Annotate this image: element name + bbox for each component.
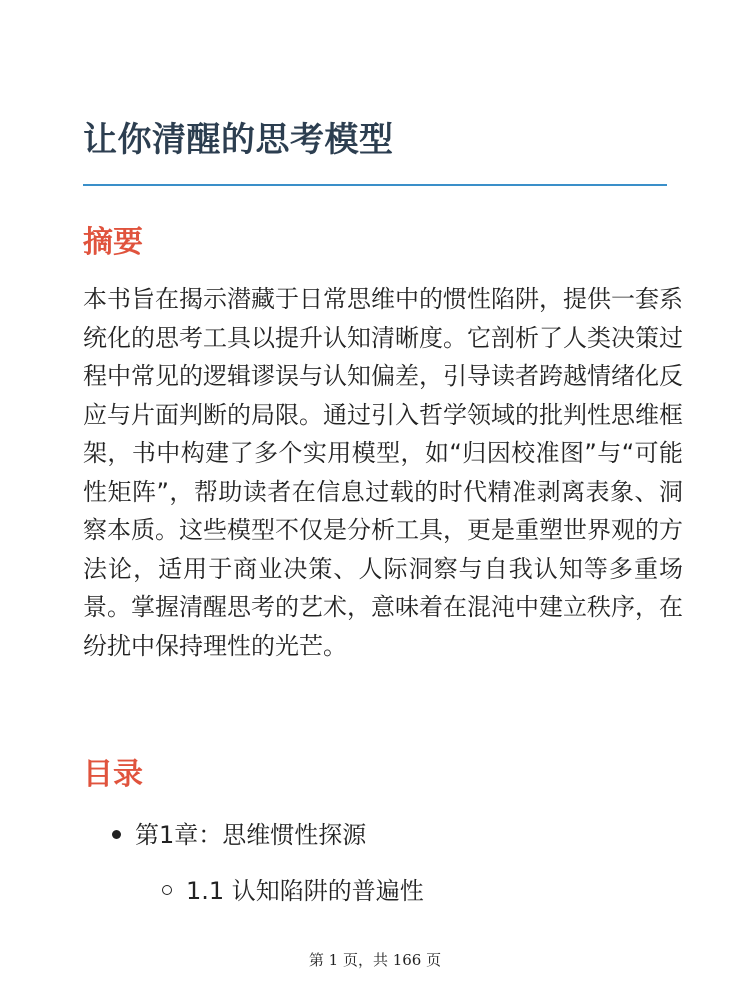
bullet-disc-icon (112, 830, 121, 839)
bullet-circle-icon (162, 885, 172, 895)
toc-item-label: 第1章：思维惯性探源 (135, 821, 367, 849)
abstract-body: 本书旨在揭示潜藏于日常思维中的惯性陷阱，提供一套系统化的思考工具以提升认知清晰度。它剖析了人类决策过程中常见的逻辑谬误与认知偏差，引导读者跨越情绪化反应与片面判断的局限。通过引入哲学领域的批判性思维框架，书中构建了多个实用模型，如“归因校准图”与“可能性矩阵”，帮助读者在信息过载的时代精准剥离表象、洞察本质。这些模型不仅是分析工具，更是重塑世界观的方法论，适用于商业决策、人际洞察与自我认知等多重场景。掌握清醒思考的艺术，意味着在混沌中建立秩序，在纷扰中保持理性的光芒。 (83, 285, 683, 660)
title-divider (83, 184, 667, 186)
toc-item-chapter-1[interactable] (112, 816, 366, 854)
toc-item-label: 1.1 认知陷阱的普遍性 (186, 877, 424, 905)
toc-heading: 目录 (83, 757, 143, 792)
abstract-heading: 摘要 (83, 225, 143, 260)
document-title: 让你清醒的思考模型 (83, 120, 394, 160)
toc-item-section-1-1[interactable] (162, 872, 424, 910)
page-number-footer: 第 1 页，共 166 页 (308, 951, 442, 969)
